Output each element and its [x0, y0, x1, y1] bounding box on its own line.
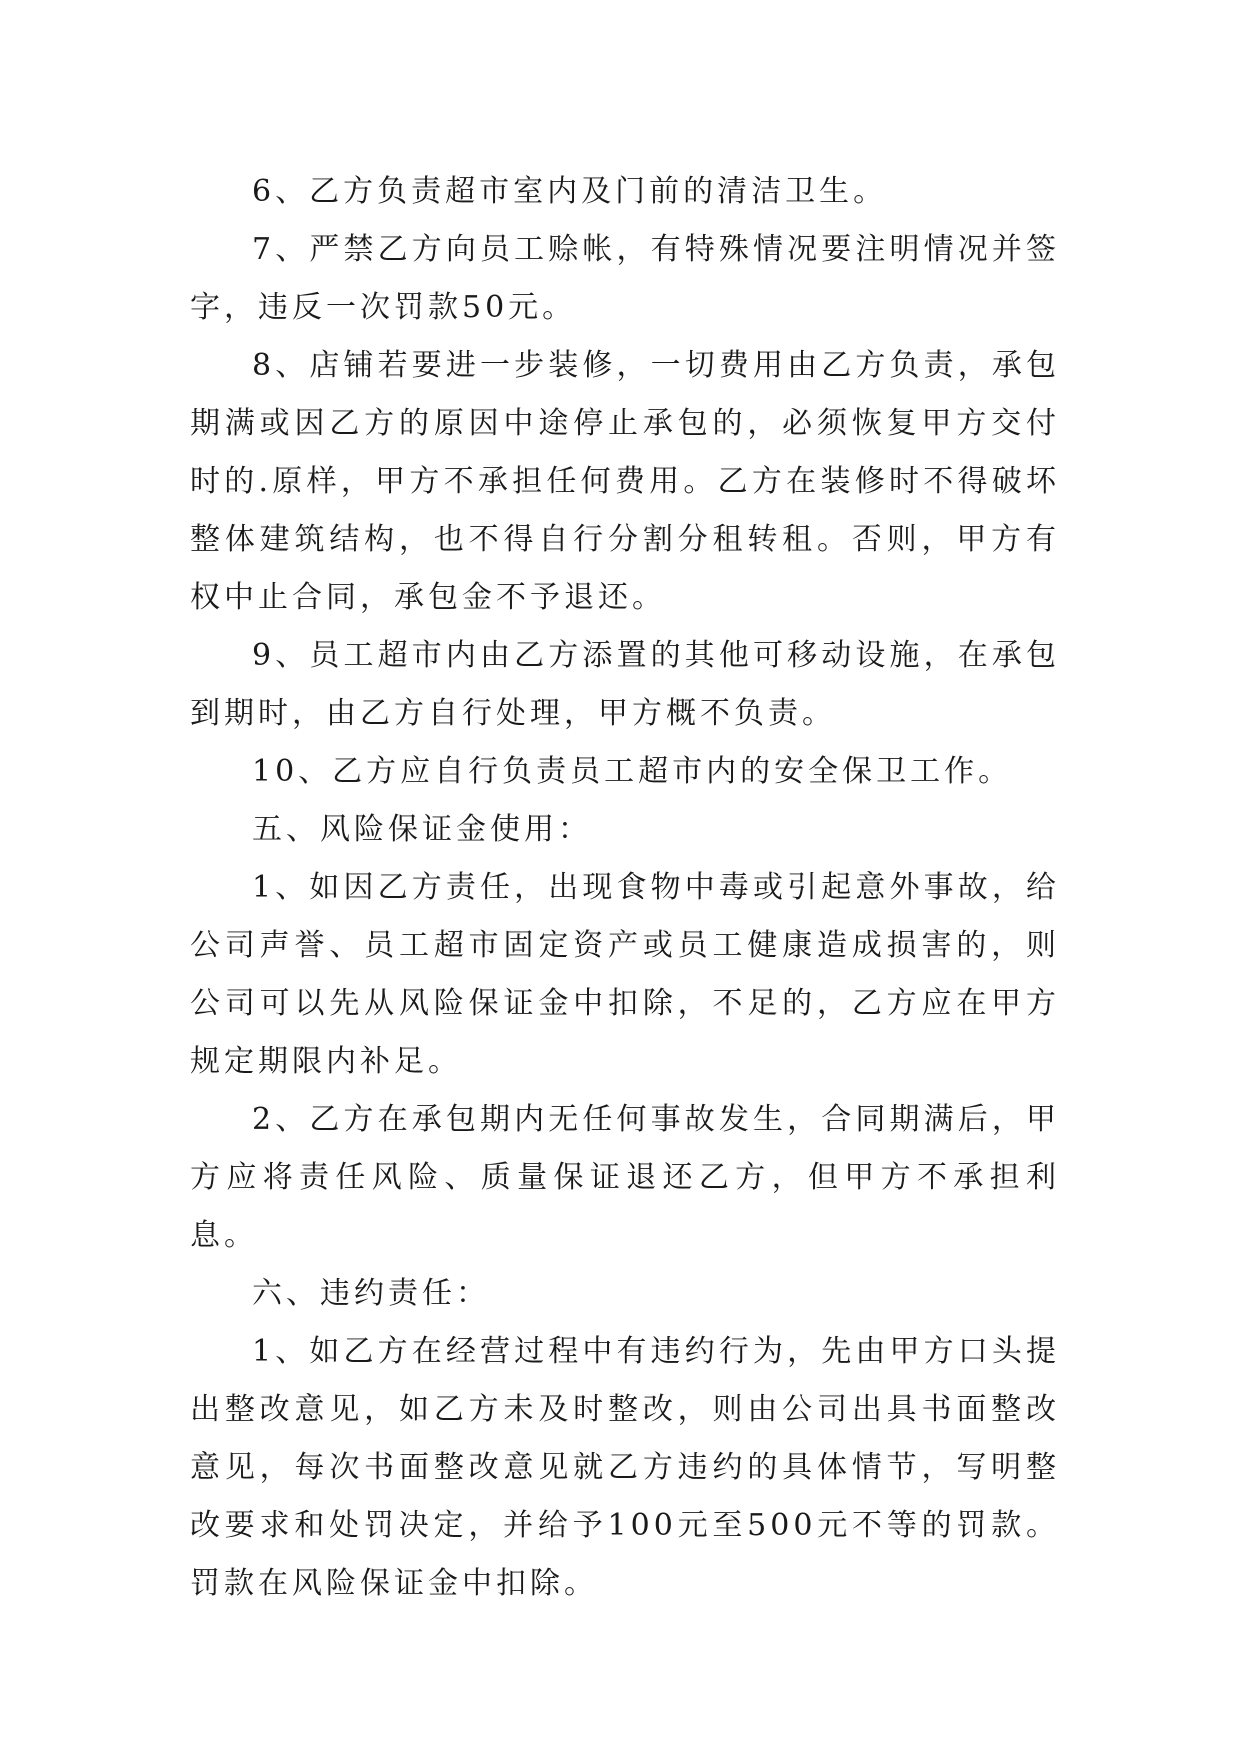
- section-6-heading: 六、违约责任：: [252, 1276, 490, 1311]
- clause-10-security: 10、乙方应自行负责员工超市内的安全保卫工作。: [252, 754, 1013, 789]
- document-page: [190, 163, 1060, 1613]
- section-6-clause-1: 1、如乙方在经营过程中有违约行为，先由甲方口头提出整改意见，如乙方未及时整改，则由公司出具书面整改意见，每次书面整改意见就乙方违约的具体情节，写明整改要求和处罚决定，并给予100元至500元不等的罚款。罚款在风险保证金中扣除。: [190, 1334, 1060, 1601]
- clause-7-credit: 7、严禁乙方向员工赊帐，有特殊情况要注明情况并签字，违反一次罚款50元。: [190, 232, 1060, 325]
- section-5-clause-2: 2、乙方在承包期内无任何事故发生，合同期满后，甲方应将责任风险、质量保证退还乙方，但甲方不承担利息。: [190, 1102, 1060, 1253]
- clause-8-renovation: 8、店铺若要进一步装修，一切费用由乙方负责，承包期满或因乙方的原因中途停止承包的，必须恢复甲方交付时的.原样，甲方不承担任何费用。乙方在装修时不得破坏整体建筑结构，也不得自行分割分租转租。否则，甲方有权中止合同，承包金不予退还。: [190, 348, 1060, 615]
- section-5-heading: 五、风险保证金使用：: [252, 812, 592, 847]
- clause-9-facilities: 9、员工超市内由乙方添置的其他可移动设施，在承包到期时，由乙方自行处理，甲方概不负责。: [190, 638, 1060, 731]
- clause-6-cleaning: 6、乙方负责超市室内及门前的清洁卫生。: [252, 174, 888, 209]
- section-5-clause-1: 1、如因乙方责任，出现食物中毒或引起意外事故，给公司声誉、员工超市固定资产或员工健康造成损害的，则公司可以先从风险保证金中扣除，不足的，乙方应在甲方规定期限内补足。: [190, 870, 1060, 1079]
